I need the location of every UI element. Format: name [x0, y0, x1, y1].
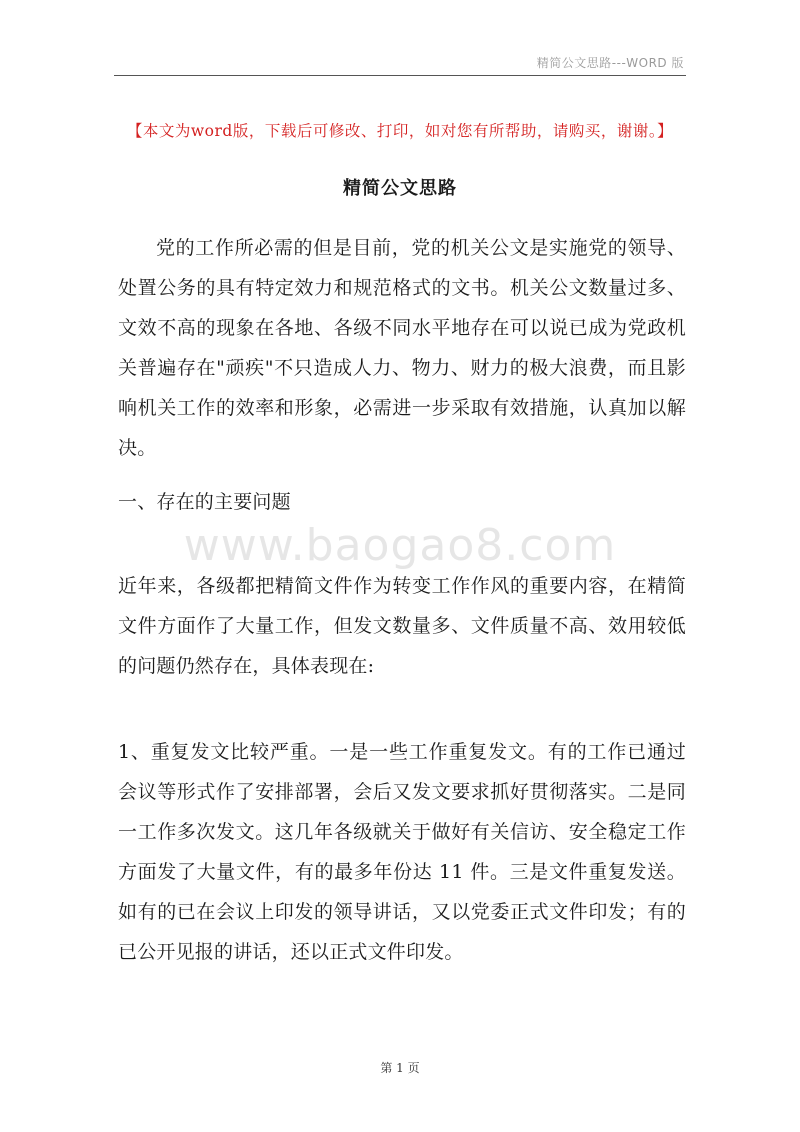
watermark: www.baogao8.com — [183, 520, 617, 571]
header-divider — [114, 75, 686, 76]
page-number: 第 1 页 — [380, 1061, 420, 1075]
section-heading: 一、存在的主要问题 — [118, 491, 291, 513]
intro-paragraph: 党的工作所必需的但是目前，党的机关公文是实施党的领导、处置公务的具有特定效力和规范格式的文书。机关公文数量过多、文效不高的现象在各地、各级不同水平地存在可以说已成为党政机关普遍存在"顽疾"不只造成人力、物力、财力的极大浪费，而且影响机关工作的效率和形象，必需进一步采取有效措施，认真加以解决。 — [118, 237, 686, 459]
running-header: 精简公文思路---WORD 版 — [536, 56, 684, 70]
list-item-paragraph: 1、重复发文比较严重。一是一些工作重复发文。有的工作已通过会议等形式作了安排部署，会后又发文要求抓好贯彻落实。二是同一工作多次发文。这几年各级就关于做好有关信访、安全稳定工作方面发了大量文件，有的最多年份达 11 件。三是文件重复发送。如有的已在会议上印发的领导讲话，又以党委正式文件印发；有的已公开见报的讲话，还以正式文件印发。 — [118, 741, 686, 963]
document-title: 精简公文思路 — [343, 178, 457, 199]
download-notice: 【本文为word版，下载后可修改、打印，如对您有所帮助，请购买，谢谢。】 — [126, 122, 674, 140]
section-paragraph: 近年来，各级都把精简文件作为转变工作作风的重要内容，在精简文件方面作了大量工作，但发文数量多、文件质量不高、效用较低的问题仍然存在，具体表现在: — [118, 575, 686, 677]
